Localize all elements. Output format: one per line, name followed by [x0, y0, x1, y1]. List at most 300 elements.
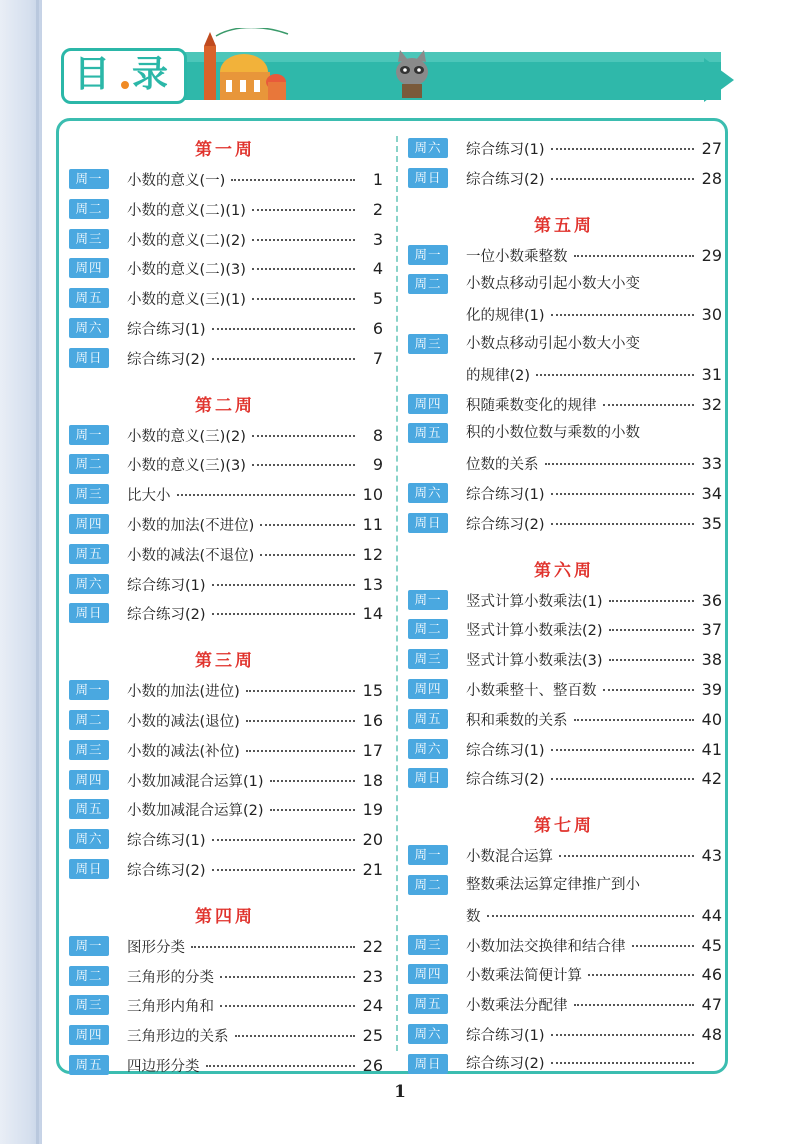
entry-title: 综合练习(2) — [127, 862, 206, 879]
entry-text — [466, 764, 722, 796]
entry-text — [466, 735, 722, 767]
entry-title: 综合练习(1) — [466, 486, 545, 503]
entry-title: 小数的意义(二)(3) — [127, 262, 246, 279]
entry-page-number: 45 — [701, 935, 722, 955]
entry-title: 小数混合运算 — [466, 849, 553, 866]
week-heading: 第七周 — [534, 816, 594, 837]
leader-dots — [206, 1065, 356, 1067]
entry-line — [466, 390, 722, 422]
entry-title: 小数的意义(一) — [127, 173, 226, 189]
week-heading: 第三周 — [195, 651, 255, 672]
leader-dots — [588, 974, 694, 976]
toc-entry[interactable] — [406, 390, 722, 420]
entry-line — [466, 705, 722, 737]
leader-dots — [252, 239, 355, 241]
leader-dots — [252, 209, 355, 211]
leader-dots — [551, 1034, 694, 1036]
entry-title: 积的小数位数与乘数的小数 — [466, 425, 640, 442]
entry-line — [127, 1021, 383, 1053]
entry-text — [127, 254, 383, 286]
leader-dots — [246, 720, 355, 722]
leader-dots — [609, 600, 694, 602]
entry-text — [466, 871, 722, 933]
entry-page-number: 25 — [362, 1026, 383, 1046]
entry-title: 三角形边的关系 — [127, 1029, 229, 1046]
leader-dots — [574, 255, 695, 257]
entry-line — [466, 330, 722, 360]
toc-entry[interactable] — [67, 284, 383, 314]
entry-title: 小数的意义(三)(1) — [127, 292, 246, 309]
entry-title: 综合练习(2) — [466, 516, 545, 533]
entry-line — [127, 254, 383, 286]
toc-entry[interactable] — [67, 599, 383, 629]
day-badge: 周三 — [408, 334, 448, 354]
toc-entry[interactable] — [406, 645, 722, 675]
entry-text — [127, 195, 383, 227]
toc-entry[interactable] — [67, 421, 383, 451]
entry-title: 小数的加法(不进位) — [127, 517, 255, 534]
toc-entry[interactable] — [67, 1051, 383, 1081]
week-heading: 第一周 — [195, 140, 255, 160]
entry-line — [127, 195, 383, 227]
entry-title: 小数乘整十、整百数 — [466, 682, 597, 699]
entry-text — [466, 419, 722, 481]
entry-title: 综合练习(1) — [127, 833, 206, 850]
leader-dots — [603, 404, 695, 406]
toc-entry[interactable] — [406, 764, 722, 794]
day-badge: 周一 — [408, 845, 448, 865]
entry-line — [127, 314, 383, 346]
entry-title: 小数的意义(二)(1) — [127, 202, 246, 219]
entry-line — [127, 540, 383, 572]
entry-page-number: 33 — [701, 454, 722, 474]
entry-title: 竖式计算小数乘法(3) — [466, 653, 603, 670]
day-badge: 周五 — [69, 1055, 109, 1075]
day-badge: 周二 — [69, 966, 109, 986]
entry-page-number: 41 — [701, 739, 722, 759]
entry-page-number: 13 — [362, 574, 383, 594]
day-badge: 周六 — [408, 483, 448, 503]
toc-entry[interactable] — [67, 825, 383, 855]
entry-page-number: 21 — [362, 859, 383, 879]
entry-page-number: 28 — [701, 168, 722, 188]
toc-entry[interactable] — [67, 225, 383, 255]
toc-entry[interactable] — [67, 450, 383, 480]
entry-title: 整数乘法运算定律推广到小 — [466, 876, 640, 893]
entry-line — [127, 225, 383, 257]
leader-dots — [235, 1035, 356, 1037]
week-heading: 第六周 — [534, 560, 594, 581]
entry-text — [127, 570, 383, 602]
day-badge: 周三 — [408, 649, 448, 669]
day-badge: 周日 — [69, 859, 109, 879]
entry-line — [127, 795, 383, 827]
day-badge: 周日 — [408, 168, 448, 188]
entry-page-number: 20 — [362, 830, 383, 850]
day-badge: 周日 — [408, 1054, 448, 1074]
leader-dots — [551, 749, 694, 751]
toc-entry[interactable] — [67, 314, 383, 344]
entry-title: 小数加减混合运算(1) — [127, 773, 264, 790]
entry-line — [466, 241, 722, 273]
toc-entry[interactable] — [67, 991, 383, 1021]
entry-title: 综合练习(1) — [466, 742, 545, 759]
entry-page-number: 22 — [362, 936, 383, 956]
leader-dots — [220, 976, 355, 978]
entry-line — [466, 645, 722, 677]
entry-page-number: 6 — [372, 318, 383, 338]
entry-title: 小数乘法分配律 — [466, 998, 568, 1015]
toc-entry[interactable] — [67, 510, 383, 540]
entry-line — [466, 509, 722, 541]
day-badge: 周日 — [408, 513, 448, 533]
day-badge: 周一 — [69, 425, 109, 445]
leader-dots — [609, 629, 694, 631]
day-badge: 周四 — [408, 679, 448, 699]
entry-page-number: 42 — [701, 769, 722, 789]
castle-illustration-icon — [196, 28, 292, 100]
entry-line — [127, 991, 383, 1023]
leader-dots — [487, 915, 695, 917]
leader-dots — [246, 750, 355, 752]
entry-line — [466, 419, 722, 449]
day-badge: 周四 — [69, 1025, 109, 1045]
day-badge: 周三 — [69, 995, 109, 1015]
entry-title: 综合练习(2) — [466, 1055, 545, 1072]
leader-dots — [252, 268, 355, 270]
leader-dots — [252, 435, 355, 437]
day-badge: 周六 — [69, 574, 109, 594]
entry-text — [127, 421, 383, 453]
toc-entry[interactable] — [406, 330, 722, 390]
day-badge: 周二 — [69, 199, 109, 219]
entry-title: 小数加减混合运算(2) — [127, 803, 264, 820]
entry-page-number: 32 — [701, 394, 722, 414]
entry-page-number: 9 — [372, 455, 383, 475]
week-spacer — [406, 794, 722, 810]
entry-title: 综合练习(1) — [127, 577, 206, 594]
day-badge: 周日 — [408, 768, 448, 788]
leader-dots — [551, 1062, 694, 1064]
toc-entry[interactable] — [67, 766, 383, 796]
toc-entry[interactable] — [67, 480, 383, 510]
entry-page-number: 27 — [701, 139, 722, 158]
entry-text — [466, 390, 722, 422]
entry-page-number: 10 — [362, 485, 383, 505]
entry-title: 一位小数乘整数 — [466, 248, 568, 265]
toc-entry[interactable] — [67, 736, 383, 766]
entry-text — [466, 931, 722, 963]
entry-text — [466, 1050, 722, 1080]
toc-entry[interactable] — [406, 1050, 722, 1080]
day-badge: 周一 — [408, 245, 448, 265]
entry-page-number: 15 — [362, 681, 383, 701]
leader-dots — [551, 523, 694, 525]
leader-dots — [212, 613, 355, 615]
entry-line — [466, 735, 722, 767]
toc-entry[interactable] — [406, 960, 722, 990]
entry-page-number: 8 — [372, 425, 383, 445]
day-badge: 周二 — [408, 875, 448, 895]
day-badge: 周六 — [69, 318, 109, 338]
leader-dots — [603, 689, 695, 691]
day-badge: 周五 — [69, 544, 109, 564]
entry-text — [127, 736, 383, 768]
leader-dots — [609, 659, 694, 661]
entry-title: 小数的减法(退位) — [127, 713, 240, 730]
entry-title: 综合练习(2) — [466, 772, 545, 789]
day-badge: 周六 — [408, 1024, 448, 1044]
entry-line — [466, 764, 722, 796]
entry-text — [127, 450, 383, 482]
day-badge: 周二 — [408, 619, 448, 639]
leader-dots — [574, 1004, 695, 1006]
day-badge: 周六 — [69, 829, 109, 849]
entry-title: 综合练习(2) — [127, 607, 206, 624]
entry-text — [466, 586, 722, 618]
leader-dots — [551, 148, 694, 150]
entry-page-number: 29 — [701, 245, 722, 265]
toc-entry[interactable] — [67, 570, 383, 600]
entry-line — [127, 706, 383, 738]
entry-line — [466, 1050, 722, 1080]
entry-title: 三角形内角和 — [127, 999, 214, 1016]
toc-entry[interactable] — [406, 241, 722, 271]
leader-dots — [260, 524, 355, 526]
entry-page-number: 4 — [372, 259, 383, 279]
day-badge: 周六 — [408, 138, 448, 158]
entry-page-number: 40 — [701, 709, 722, 729]
entry-line — [127, 676, 383, 708]
day-badge: 周四 — [408, 394, 448, 414]
toc-entry[interactable] — [406, 586, 722, 616]
entry-line — [466, 675, 722, 707]
leader-dots — [212, 358, 355, 360]
spine-edge — [36, 0, 39, 1144]
leader-dots — [260, 554, 355, 556]
entry-text — [127, 225, 383, 257]
day-badge: 周一 — [69, 680, 109, 700]
entry-page-number: 47 — [701, 995, 722, 1015]
toc-entry[interactable] — [406, 134, 722, 164]
week-spacer — [67, 374, 383, 390]
leader-dots — [220, 1005, 355, 1007]
entry-text — [127, 540, 383, 572]
toc-entry[interactable] — [406, 1020, 722, 1050]
leader-dots — [551, 493, 694, 495]
leader-dots — [177, 494, 356, 496]
day-badge: 周一 — [69, 169, 109, 189]
entry-line — [127, 165, 383, 197]
entry-line — [127, 344, 383, 376]
toc-title-char-1: 目 — [74, 54, 111, 95]
leader-dots — [270, 780, 355, 782]
entry-page-number: 31 — [701, 364, 722, 384]
toc-entry[interactable] — [67, 676, 383, 706]
toc-entry[interactable] — [67, 706, 383, 736]
entry-line — [127, 510, 383, 542]
entry-line — [466, 901, 722, 933]
entry-line — [466, 270, 722, 300]
day-badge: 周一 — [69, 936, 109, 956]
banner-ribbon-tail — [704, 58, 734, 102]
toc-entry[interactable] — [67, 344, 383, 374]
entry-text — [466, 615, 722, 647]
entry-title: 比大小 — [127, 488, 171, 505]
entry-page-number: 7 — [372, 348, 383, 368]
page-number: 1 — [394, 1082, 406, 1102]
leader-dots — [551, 778, 694, 780]
toc-entry[interactable] — [406, 509, 722, 539]
entry-text — [127, 510, 383, 542]
entry-text — [127, 795, 383, 827]
leader-dots — [212, 584, 355, 586]
entry-title: 化的规律(1) — [466, 308, 545, 325]
entry-page-number: 35 — [701, 513, 722, 533]
entry-page-number: 34 — [701, 483, 722, 503]
toc-entry[interactable] — [406, 270, 722, 330]
entry-line — [466, 134, 722, 166]
entry-text — [127, 599, 383, 631]
entry-title: 小数的加法(进位) — [127, 684, 240, 701]
leader-dots — [246, 690, 355, 692]
entry-page-number: 11 — [362, 514, 383, 534]
entry-text — [466, 509, 722, 541]
day-badge: 周四 — [69, 770, 109, 790]
entry-text — [127, 480, 383, 512]
leader-dots — [212, 328, 355, 330]
toc-title-char-2: 录 — [132, 54, 169, 95]
entry-title: 小数的意义(三)(3) — [127, 458, 246, 475]
day-badge: 周五 — [408, 709, 448, 729]
toc-entry[interactable] — [406, 419, 722, 479]
entry-text — [466, 479, 722, 511]
entry-title: 小数的减法(不退位) — [127, 547, 255, 564]
entry-page-number: 43 — [701, 846, 722, 866]
day-badge: 周二 — [408, 274, 448, 294]
entry-title: 综合练习(1) — [127, 321, 206, 338]
entry-page-number: 23 — [362, 966, 383, 986]
toc-entry[interactable] — [406, 931, 722, 961]
entry-text — [466, 645, 722, 677]
day-badge: 周四 — [408, 964, 448, 984]
entry-text — [466, 134, 722, 166]
entry-page-number: 37 — [701, 620, 722, 640]
entry-line — [127, 825, 383, 857]
entry-text — [466, 841, 722, 873]
entry-title: 小数加法交换律和结合律 — [466, 938, 626, 955]
entry-title: 小数乘法简便计算 — [466, 968, 582, 985]
entry-page-number: 1 — [372, 170, 383, 189]
day-badge: 周四 — [69, 514, 109, 534]
entry-text — [127, 676, 383, 708]
entry-title: 小数的减法(补位) — [127, 743, 240, 760]
entry-title: 小数的意义(三)(2) — [127, 428, 246, 445]
day-badge: 周四 — [69, 258, 109, 278]
entry-text — [127, 706, 383, 738]
toc-entry[interactable] — [67, 165, 383, 195]
entry-page-number: 16 — [362, 710, 383, 730]
entry-page-number: 19 — [362, 800, 383, 820]
toc-entry[interactable] — [67, 540, 383, 570]
toc-entry[interactable] — [406, 479, 722, 509]
toc-title-box — [61, 48, 187, 104]
entry-line — [466, 479, 722, 511]
entry-line — [127, 599, 383, 631]
entry-line — [127, 450, 383, 482]
entry-text — [466, 990, 722, 1022]
week-spacer — [67, 629, 383, 645]
leader-dots — [252, 464, 355, 466]
entry-line — [466, 960, 722, 992]
entry-line — [466, 449, 722, 481]
toc-entry[interactable] — [406, 675, 722, 705]
entry-page-number: 26 — [362, 1055, 383, 1075]
leader-dots — [551, 314, 694, 316]
entry-page-number: 2 — [372, 199, 383, 219]
day-badge: 周五 — [69, 799, 109, 819]
leader-dots — [536, 374, 694, 376]
toc-entry[interactable] — [67, 795, 383, 825]
entry-title: 积和乘数的关系 — [466, 712, 568, 729]
toc-entry[interactable] — [406, 705, 722, 735]
toc-entry[interactable] — [67, 254, 383, 284]
leader-dots — [270, 809, 355, 811]
entry-line — [466, 615, 722, 647]
entry-title: 综合练习(1) — [466, 1027, 545, 1044]
toc-entry[interactable] — [406, 841, 722, 871]
toc-entry[interactable] — [406, 735, 722, 765]
toc-entry[interactable] — [406, 990, 722, 1020]
day-badge: 周二 — [69, 710, 109, 730]
entry-title: 小数点移动引起小数大小变 — [466, 276, 640, 293]
toc-entry[interactable] — [67, 1021, 383, 1051]
entry-page-number: 48 — [701, 1024, 722, 1044]
entry-text — [466, 270, 722, 332]
toc-entry[interactable] — [406, 164, 722, 194]
entry-page-number: 12 — [362, 544, 383, 564]
toc-entry[interactable] — [406, 615, 722, 645]
entry-line — [466, 841, 722, 873]
toc-entry[interactable] — [67, 195, 383, 225]
entry-text — [127, 825, 383, 857]
week-spacer — [406, 539, 722, 555]
day-badge: 周日 — [69, 348, 109, 368]
entry-page-number: 24 — [362, 996, 383, 1016]
entry-line — [466, 1020, 722, 1052]
entry-page-number: 17 — [362, 740, 383, 760]
toc-right-column — [406, 134, 722, 1080]
entry-page-number: 5 — [372, 289, 383, 309]
entry-title: 综合练习(2) — [466, 171, 545, 188]
entry-text — [127, 991, 383, 1023]
entry-line — [127, 736, 383, 768]
entry-line — [466, 586, 722, 618]
entry-line — [466, 990, 722, 1022]
raccoon-mascot-icon — [386, 50, 438, 100]
day-badge: 周三 — [69, 229, 109, 249]
entry-page-number: 14 — [362, 604, 383, 624]
entry-title: 竖式计算小数乘法(2) — [466, 623, 603, 640]
leader-dots — [545, 463, 695, 465]
entry-text — [466, 705, 722, 737]
entry-text — [127, 314, 383, 346]
title-dot — [121, 81, 129, 89]
entry-text — [466, 675, 722, 707]
entry-title: 竖式计算小数乘法(1) — [466, 593, 603, 610]
entry-title: 四边形分类 — [127, 1058, 200, 1075]
entry-title: 位数的关系 — [466, 457, 539, 474]
